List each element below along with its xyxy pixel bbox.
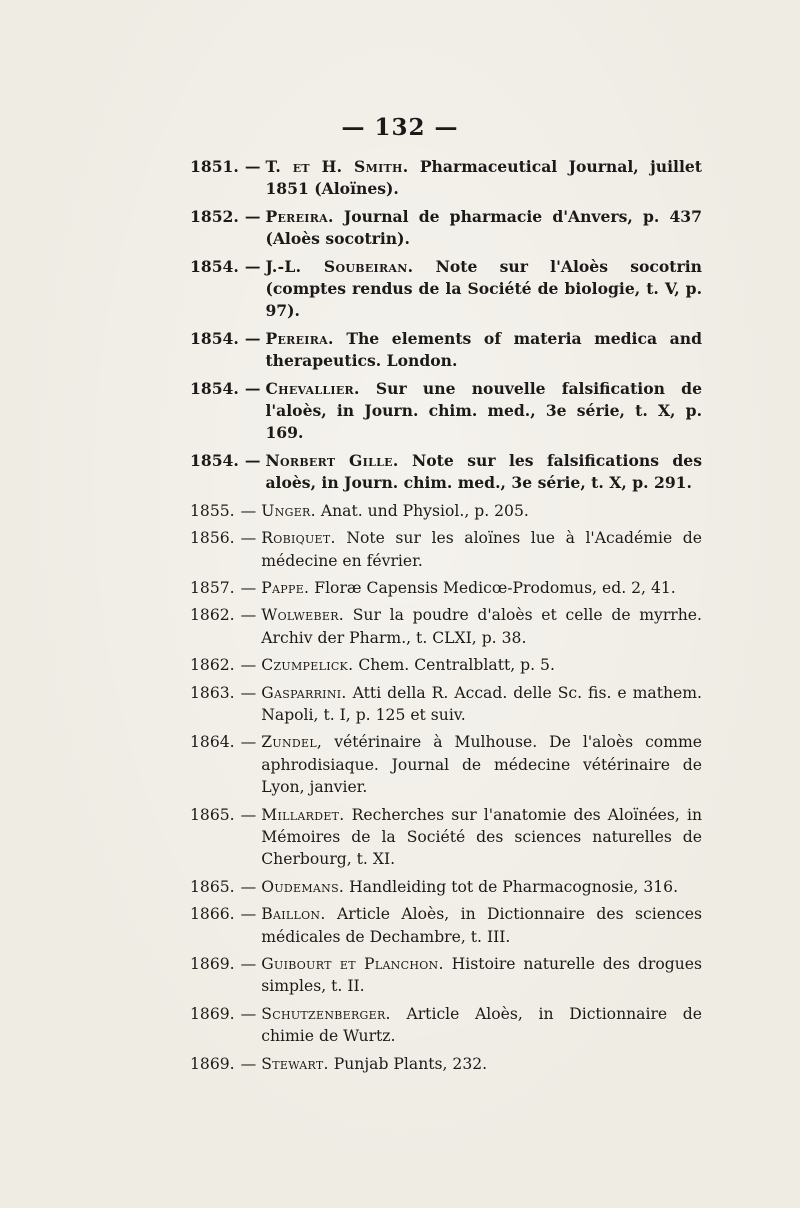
entry-dash: — (240, 905, 257, 924)
entry-text: Note sur les aloïnes lue à l'Académie de médecine en février. (261, 529, 703, 570)
entry-year: 1854. (190, 328, 239, 348)
entry-text: Recherches sur l'anatomie des Aloïnées, in Mémoires de la Société des sciences naturelles de Cherbourg, t. XI. (261, 805, 702, 869)
entry-dash: — (244, 328, 261, 348)
bibliography-entry (190, 527, 702, 572)
entry-text: Article Aloès, in Dictionnaire des sciences médicales de Dechambre, t. III. (261, 905, 702, 946)
entry-year: 1854. (190, 378, 239, 398)
entry-body (261, 903, 702, 948)
bibliography-entry (190, 500, 702, 522)
entry-dash: — (240, 606, 257, 625)
entry-body (261, 876, 702, 898)
entry-body (265, 450, 702, 495)
entry-year: 1857. (190, 578, 235, 597)
entry-year: 1865. (190, 805, 235, 824)
entry-body (261, 577, 702, 599)
bibliography-entry (190, 577, 702, 599)
entry-author: Stewart. (261, 1054, 329, 1073)
entry-author: Chevallier. (265, 378, 360, 398)
entry-dash: — (240, 529, 257, 548)
entry-year: 1852. (190, 206, 239, 226)
entry-body (261, 500, 702, 522)
entry-text: Floræ Capensis Medicœ-Prodomus, ed. 2, 41. (314, 578, 676, 597)
bibliography-entry (190, 328, 702, 373)
entry-author: Pereira. (265, 328, 334, 348)
entry-body (261, 682, 702, 727)
entry-text: Atti della R. Accad. delle Sc. fis. e mathem. Napoli, t. I, p. 125 et suiv. (261, 683, 702, 724)
entry-author: Wolweber. (261, 606, 345, 625)
entry-author: Schutzenberger. (261, 1004, 391, 1023)
bibliography-entry (190, 450, 702, 495)
entry-dash: — (240, 733, 257, 752)
entry-body (265, 156, 702, 201)
bibliography-entry (190, 876, 702, 898)
entry-text: Sur la poudre d'aloès et celle de myrrhe. Archiv der Pharm., t. CLXI, p. 38. (261, 606, 702, 647)
bibliography-entry (190, 156, 702, 201)
entry-author: Millardet. (261, 805, 345, 824)
entry-text: Article Aloès, in Dictionnaire de chimie de Wurtz. (261, 1004, 702, 1046)
entry-dash: — (244, 450, 261, 470)
entry-author: Czumpelick. (261, 656, 354, 675)
entry-year: 1866. (190, 905, 235, 924)
entry-text: Chem. Centralblatt, p. 5. (358, 656, 555, 675)
entry-author: Oudemans. (261, 877, 345, 896)
entry-text: Handleiding tot de Pharmacognosie, 316. (349, 877, 679, 896)
bibliography-entry (190, 256, 702, 323)
entry-dash: — (244, 256, 261, 276)
entry-author: Unger. (261, 501, 316, 520)
bibliography-entry (190, 378, 702, 445)
entry-dash: — (240, 656, 257, 675)
entry-text: Note sur les falsifications des aloès, in Journ. chim. med., 3e série, t. X, p. 291. (265, 450, 703, 493)
entry-year: 1856. (190, 529, 235, 548)
bibliography-entry (190, 654, 702, 676)
entry-year: 1865. (190, 877, 235, 896)
entry-author: T. et H. Smith. (265, 157, 409, 176)
bibliography-entry (190, 604, 702, 649)
bibliography-entry (190, 903, 702, 948)
entry-author: J.-L. Soubeiran. (265, 256, 414, 276)
entry-dash: — (244, 157, 261, 176)
entry-author: Pereira. (265, 206, 334, 226)
entry-text: Note sur l'Aloès socotrin (comptes rendus de la Société de biologie, t. V, p. 97). (265, 256, 702, 321)
entry-body (261, 1053, 702, 1075)
entry-text: Pharmaceutical Journal, juillet 1851 (Aloïnes). (265, 157, 702, 199)
bibliography-entry (190, 682, 702, 727)
entry-author: Pappe. (261, 578, 310, 597)
entry-dash: — (240, 578, 257, 597)
entry-text: Journal de pharmacie d'Anvers, p. 437 (Aloès socotrin). (265, 206, 702, 249)
entry-body (261, 604, 702, 649)
entry-text: Sur une nouvelle falsification de l'aloès, in Journ. chim. med., 3e série, t. X, p. 169. (265, 378, 702, 443)
entry-year: 1869. (190, 955, 235, 973)
entry-year: 1862. (190, 656, 235, 675)
bibliography-entry (190, 731, 702, 798)
entry-year: 1862. (190, 606, 235, 625)
page-number: — 132 — (341, 114, 459, 141)
entry-body (261, 731, 702, 798)
entry-year: 1869. (190, 1054, 235, 1073)
entry-text: vétérinaire à Mulhouse. De l'aloès comme aphrodisiaque. Journal de médecine vétérinaire de Lyon, janvier. (261, 733, 702, 797)
entry-body (265, 378, 702, 445)
entry-dash: — (240, 1054, 257, 1073)
entry-year: 1863. (190, 683, 235, 702)
entry-text: Punjab Plants, 232. (333, 1054, 488, 1073)
entry-body (261, 654, 702, 676)
bibliography-entry (190, 206, 702, 251)
bibliography-list (190, 156, 702, 1080)
entry-author: Guibourt et Planchon. (261, 955, 444, 973)
entry-year: 1854. (190, 256, 239, 276)
entry-year: 1854. (190, 450, 239, 470)
entry-body (261, 1003, 702, 1048)
entry-dash: — (240, 877, 257, 896)
entry-dash: — (244, 206, 261, 226)
entry-author: Baillon. (261, 905, 326, 924)
entry-author: Gasparrini. (261, 683, 347, 702)
bibliography-entry (190, 1003, 702, 1048)
entry-text: Histoire naturelle des drogues simples, t. II. (261, 955, 702, 996)
entry-year: 1851. (190, 157, 239, 176)
entry-text: The elements of materia medica and therapeutics. London. (265, 328, 702, 371)
entry-author: Robiquet. (261, 529, 336, 548)
entry-body (261, 953, 702, 998)
entry-dash: — (244, 378, 261, 398)
entry-dash: — (240, 683, 257, 702)
entry-year: 1855. (190, 501, 235, 520)
entry-author: Zundel, (261, 733, 323, 752)
entry-dash: — (240, 501, 257, 520)
bibliography-entry (190, 1053, 702, 1075)
entry-body (265, 206, 702, 251)
entry-body (265, 328, 702, 373)
entry-body (265, 256, 702, 323)
entry-body (261, 527, 702, 572)
bibliography-entry (190, 953, 702, 998)
entry-year: 1864. (190, 733, 235, 752)
entry-dash: — (240, 805, 257, 824)
entry-dash: — (240, 1004, 257, 1023)
entry-dash: — (240, 955, 257, 973)
entry-author: Norbert Gille. (265, 450, 399, 470)
entry-year: 1869. (190, 1004, 235, 1023)
entry-text: Anat. und Physiol., p. 205. (320, 501, 529, 520)
bibliography-entry (190, 804, 702, 871)
entry-body (261, 804, 702, 871)
